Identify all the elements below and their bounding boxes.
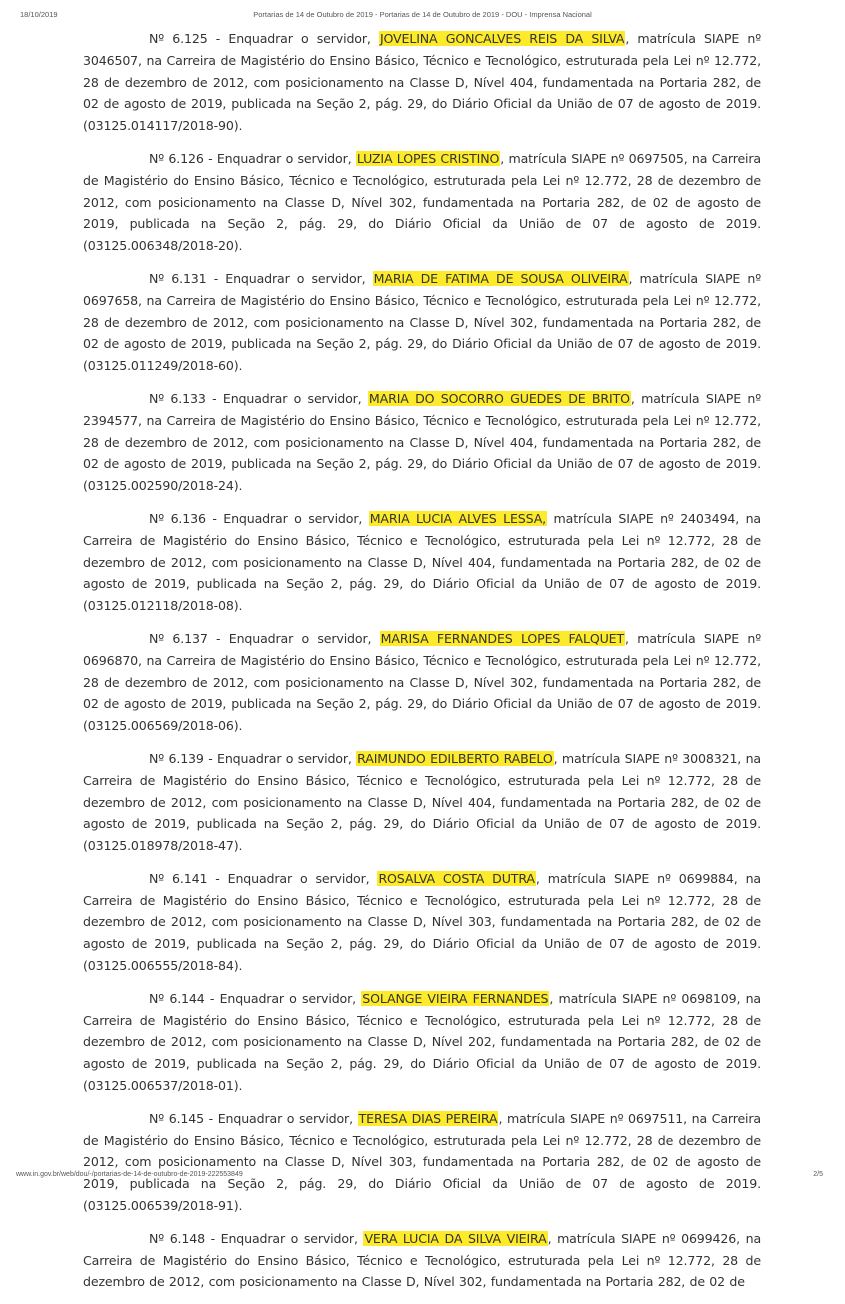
entry-body: , matrícula SIAPE nº 0699426, na Carreira de Magistério do Ensino Básico, Técnico e Tecnológico, estruturada pela Lei nº 12.772, 28 de dezembro de 2012, com posicionamento na Classe D, Nível 302, fundamentada na Portaria 282, de 02 de bbox=[83, 1230, 762, 1290]
page-number: 2/5 bbox=[813, 1171, 823, 1178]
highlighted-name: RAIMUNDO EDILBERTO RABELO bbox=[357, 750, 553, 766]
entry-prefix: Nº 6.139 - Enquadrar o servidor, bbox=[149, 750, 357, 766]
highlighted-name: VERA LUCIA DA SILVA VIEIRA bbox=[364, 1230, 547, 1246]
document-body bbox=[83, 28, 761, 1304]
highlighted-name: MARIA DO SOCORRO GUEDES DE BRITO bbox=[368, 390, 630, 406]
highlighted-name: JOVELINA GONCALVES REIS DA SILVA bbox=[379, 31, 625, 46]
entry-prefix: Nº 6.141 - Enquadrar o servidor, bbox=[149, 870, 378, 886]
portaria-entry bbox=[83, 1108, 761, 1217]
entry-prefix: Nº 6.133 - Enquadrar o servidor, bbox=[149, 390, 368, 406]
highlighted-name: MARIA DE FATIMA DE SOUSA OLIVEIRA bbox=[373, 270, 628, 286]
print-date: 18/10/2019 bbox=[20, 10, 58, 19]
entry-body: , matrícula SIAPE nº 0698109, na Carreira de Magistério do Ensino Básico, Técnico e Tecnológico, estruturada pela Lei nº 12.772, 28 de dezembro de 2012, com posicionamento na Classe D, Nível 202, fundamentada na Portaria 282, de 02 de agosto de 2019, publicada na Seção 2, pág. 29, do Diário Oficial da União de 07 de agosto de 2019. (03125.006537/2018-01). bbox=[83, 990, 761, 1094]
entry-prefix: Nº 6.148 - Enquadrar o servidor, bbox=[149, 1230, 364, 1246]
portaria-entry bbox=[83, 628, 761, 737]
entry-body: , matrícula SIAPE nº 0696870, na Carreira de Magistério do Ensino Básico, Técnico e Tecnológico, estruturada pela Lei nº 12.772, 28 de dezembro de 2012, com posicionamento na Classe D, Nível 302, fundamentada na Portaria 282, de 02 de agosto de 2019, publicada na Seção 2, pág. 29, do Diário Oficial da União de 07 de agosto de 2019. (03125.006569/2018-06). bbox=[83, 630, 761, 734]
portaria-entry bbox=[83, 988, 761, 1097]
portaria-entry bbox=[83, 748, 761, 857]
portaria-entry bbox=[83, 388, 761, 497]
highlighted-name: LUZIA LOPES CRISTINO bbox=[356, 150, 500, 166]
portaria-entry bbox=[83, 508, 761, 617]
entry-body: , matrícula SIAPE nº 0697658, na Carreira de Magistério do Ensino Básico, Técnico e Tecnológico, estruturada pela Lei nº 12.772, 28 de dezembro de 2012, com posicionamento na Classe D, Nível 302, fundamentada na Portaria 282, de 02 de agosto de 2019, publicada na Seção 2, pág. 29, do Diário Oficial da União de 07 de agosto de 2019. (03125.011249/2018-60). bbox=[83, 270, 761, 374]
highlighted-name: MARISA FERNANDES LOPES FALQUET bbox=[380, 630, 625, 646]
entry-prefix: Nº 6.136 - Enquadrar o servidor, bbox=[149, 510, 369, 526]
entry-body: , matrícula SIAPE nº 0697511, na Carreira de Magistério do Ensino Básico, Técnico e Tecnológico, estruturada pela Lei nº 12.772, 28 de dezembro de 2012, com posicionamento na Classe D, Nível 303, fundamentada na Portaria 282, de 02 de agosto de 2019, publicada na Seção 2, pág. 29, do Diário Oficial da União de 07 de agosto de 2019. (03125.006539/2018-91). bbox=[83, 1110, 761, 1214]
portaria-entry bbox=[83, 1228, 761, 1293]
portaria-entry bbox=[83, 28, 761, 137]
entry-body: , matrícula SIAPE nº 0697505, na Carreira de Magistério do Ensino Básico, Técnico e Tecnológico, estruturada pela Lei nº 12.772, 28 de dezembro de 2012, com posicionamento na Classe D, Nível 302, fundamentada na Portaria 282, de 02 de agosto de 2019, publicada na Seção 2, pág. 29, do Diário Oficial da União de 07 de agosto de 2019. (03125.006348/2018-20). bbox=[83, 150, 762, 254]
page-url: www.in.gov.br/web/dou/-/portarias-de-14-de-outubro-de-2019-222553849 bbox=[16, 1171, 243, 1178]
entry-body: , matrícula SIAPE nº 3046507, na Carreira de Magistério do Ensino Básico, Técnico e Tecnológico, estruturada pela Lei nº 12.772, 28 de dezembro de 2012, com posicionamento na Classe D, Nível 404, fundamentada na Portaria 282, de 02 de agosto de 2019, publicada na Seção 2, pág. 29, do Diário Oficial da União de 07 de agosto de 2019. (03125.014117/2018-90). bbox=[83, 31, 761, 134]
entry-prefix: Nº 6.125 - Enquadrar o servidor, bbox=[149, 31, 379, 46]
entry-body: , matrícula SIAPE nº 3008321, na Carreira de Magistério do Ensino Básico, Técnico e Tecnológico, estruturada pela Lei nº 12.772, 28 de dezembro de 2012, com posicionamento na Classe D, Nível 404, fundamentada na Portaria 282, de 02 de agosto de 2019, publicada na Seção 2, pág. 29, do Diário Oficial da União de 07 de agosto de 2019. (03125.018978/2018-47). bbox=[83, 750, 761, 854]
portaria-entry bbox=[83, 268, 761, 377]
highlighted-name: TERESA DIAS PEREIRA bbox=[358, 1110, 498, 1126]
entry-body: matrícula SIAPE nº 2403494, na Carreira de Magistério do Ensino Básico, Técnico e Tecnológico, estruturada pela Lei nº 12.772, 28 de dezembro de 2012, com posicionamento na Classe D, Nível 404, fundamentada na Portaria 282, de 02 de agosto de 2019, publicada na Seção 2, pág. 29, do Diário Oficial da União de 07 de agosto de 2019. (03125.012118/2018-08). bbox=[83, 510, 762, 614]
highlighted-name: SOLANGE VIEIRA FERNANDES bbox=[362, 990, 549, 1006]
entry-prefix: Nº 6.145 - Enquadrar o servidor, bbox=[149, 1110, 358, 1126]
entry-prefix: Nº 6.126 - Enquadrar o servidor, bbox=[149, 150, 356, 166]
entry-body: , matrícula SIAPE nº 0699884, na Carreira de Magistério do Ensino Básico, Técnico e Tecnológico, estruturada pela Lei nº 12.772, 28 de dezembro de 2012, com posicionamento na Classe D, Nível 303, fundamentada na Portaria 282, de 02 de agosto de 2019, publicada na Seção 2, pág. 29, do Diário Oficial da União de 07 de agosto de 2019. (03125.006555/2018-84). bbox=[83, 870, 761, 974]
entry-prefix: Nº 6.137 - Enquadrar o servidor, bbox=[149, 630, 380, 646]
portaria-entry bbox=[83, 868, 761, 977]
highlighted-name: MARIA LUCIA ALVES LESSA, bbox=[369, 510, 547, 526]
entry-prefix: Nº 6.144 - Enquadrar o servidor, bbox=[149, 990, 362, 1006]
print-page-title: Portarias de 14 de Outubro de 2019 - Portarias de 14 de Outubro de 2019 - DOU - Imprensa Nacional bbox=[253, 10, 592, 19]
highlighted-name: ROSALVA COSTA DUTRA bbox=[378, 870, 535, 886]
portaria-entry bbox=[83, 148, 761, 257]
entry-body: , matrícula SIAPE nº 2394577, na Carreira de Magistério do Ensino Básico, Técnico e Tecnológico, estruturada pela Lei nº 12.772, 28 de dezembro de 2012, com posicionamento na Classe D, Nível 404, fundamentada na Portaria 282, de 02 de agosto de 2019, publicada na Seção 2, pág. 29, do Diário Oficial da União de 07 de agosto de 2019. (03125.002590/2018-24). bbox=[83, 390, 761, 494]
entry-prefix: Nº 6.131 - Enquadrar o servidor, bbox=[149, 270, 373, 286]
